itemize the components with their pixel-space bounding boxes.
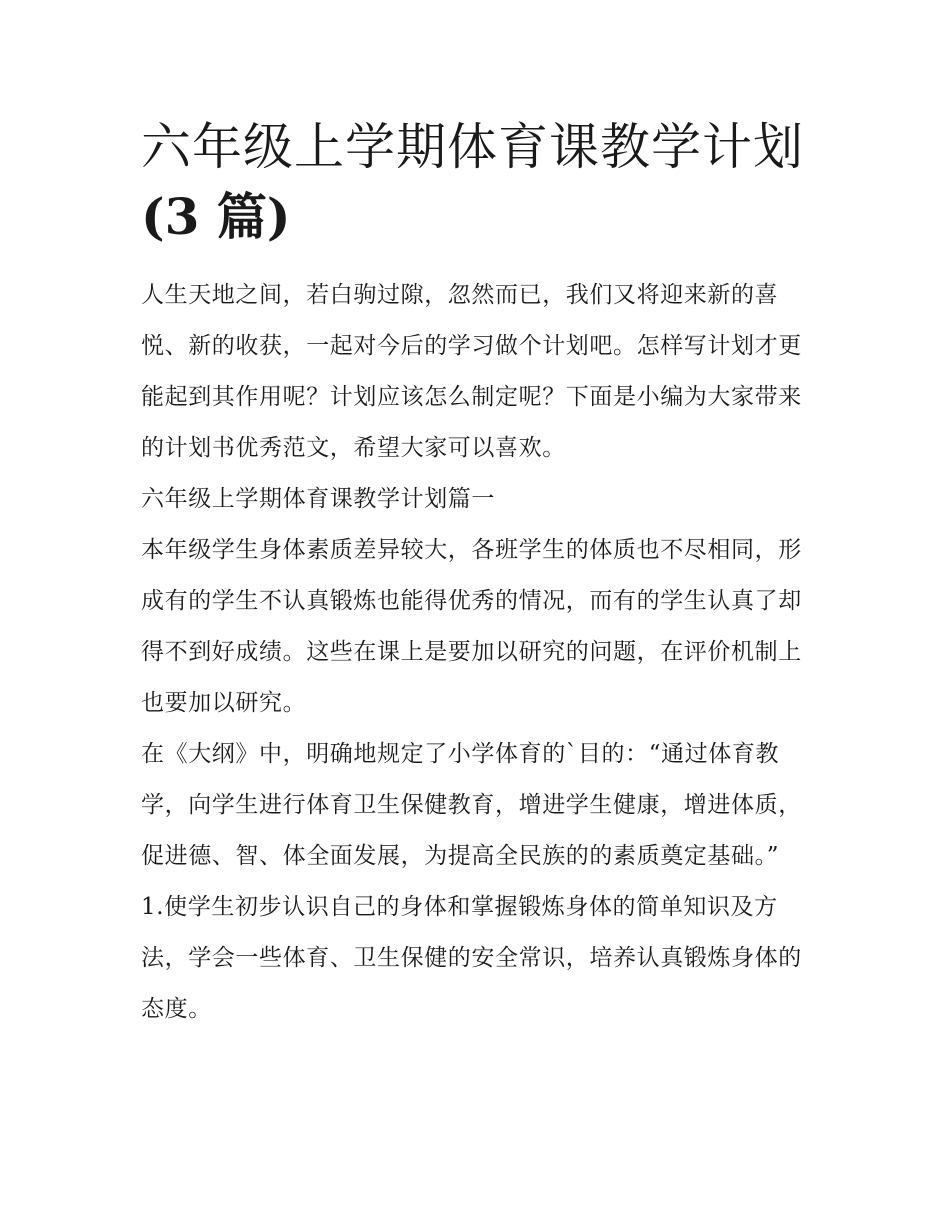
body-paragraph: 在《大纲》中，明确地规定了小学体育的`目的：“通过体育教学，向学生进行体育卫生保健教育，增进学生健康，增进体质，促进德、智、体全面发展，为提高全民族的的素质奠定基础。” bbox=[141, 741, 802, 869]
document-page bbox=[141, 112, 821, 1035]
document-title bbox=[141, 112, 821, 252]
intro-paragraph: 人生天地之间，若白驹过隙，忽然而已，我们又将迎来新的喜悦、新的收获，一起对今后的学习做个计划吧。怎样写计划才更能起到其作用呢？计划应该怎么制定呢？下面是小编为大家带来的计划书优秀范文，希望大家可以喜欢。 bbox=[141, 282, 802, 461]
list-item-paragraph: 1.使学生初步认识自己的身体和掌握锻炼身体的简单知识及方法，学会一些体育、卫生保健的安全常识，培养认真锻炼身体的态度。 bbox=[141, 894, 802, 1022]
title-line-2: (3 篇) bbox=[141, 187, 291, 246]
body-paragraph: 本年级学生身体素质差异较大，各班学生的体质也不尽相同，形成有的学生不认真锻炼也能得优秀的情况，而有的学生认真了却得不到好成绩。这些在课上是要加以研究的问题，在评价机制上也要加以研究。 bbox=[141, 537, 802, 716]
section-heading: 六年级上学期体育课教学计划篇一 bbox=[141, 486, 495, 512]
document-body bbox=[141, 270, 821, 1035]
title-line-1: 六年级上学期体育课教学计划 bbox=[141, 118, 804, 176]
